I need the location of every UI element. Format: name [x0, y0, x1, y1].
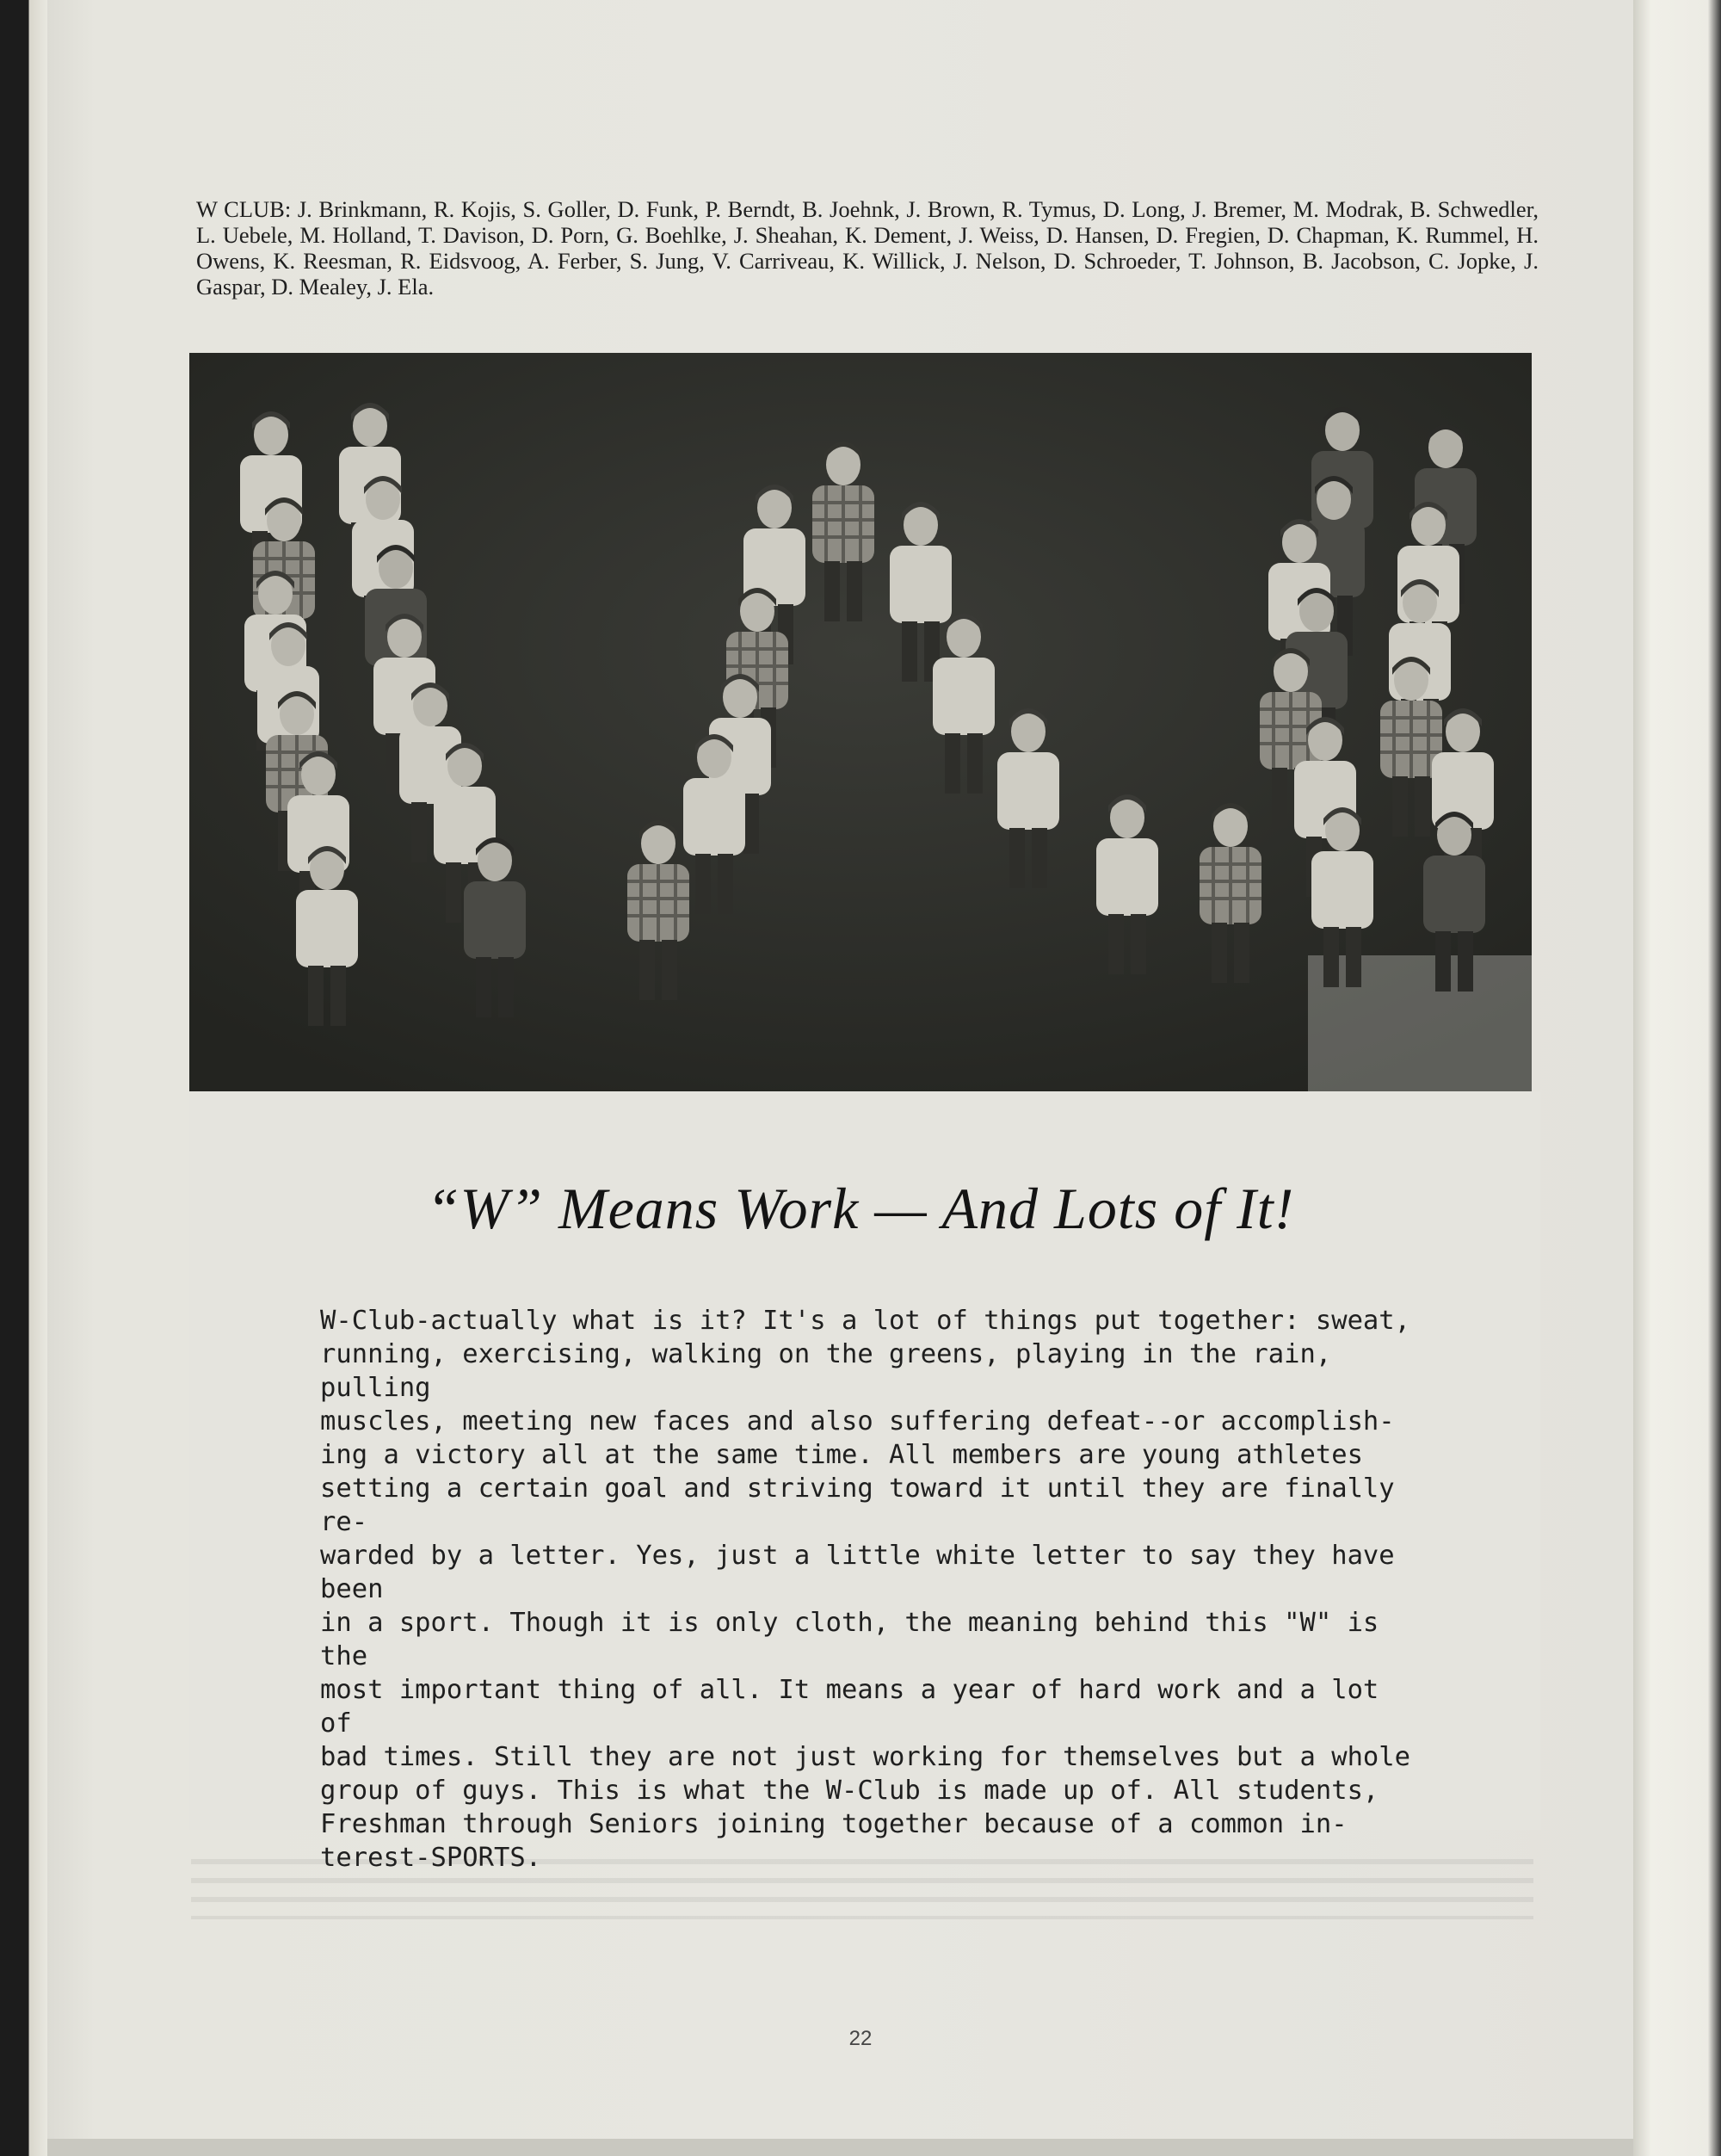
page-fold-right: [1633, 0, 1721, 2156]
article-body: W-Club-actually what is it? It's a lot of things put together: sweat, running, exercising, walking on the greens, playing in the rain, pulling muscles, meeting new faces and also suffering defeat--or accomplish- ing a victory all at the same time. All members are young athletes setting a certain goal and striving toward it until they are finally re- warded by a letter. Yes, just a little white letter to say they have been in a sport. Though it is only cloth, the meaning behind this "W" is the most important thing of all. It means a year of hard work and a lot of bad times. Still they are not just working for themselves but a whole group of guys. This is what the W-Club is made up of. All students, Freshman through Seniors joining together because of a common in- terest-SPORTS.: [320, 1306, 1411, 1873]
article-headline: “W” Means Work — And Lots of It!: [426, 1176, 1295, 1241]
group-photo: [189, 353, 1532, 1091]
page-number: 22: [848, 2027, 873, 2050]
photo-caption-names: W CLUB: J. Brinkmann, R. Kojis, S. Goller, D. Funk, P. Berndt, B. Joehnk, J. Brown, R. Tymus, D. Long, J. Bremer, M. Modrak, B. Schwedler, L. Uebele, M. Holland, T. Davison, D. Porn, G. Boehlke, J. Sheahan, K. Dement, J. Weiss, D. Hansen, D. Fregien, D. Chapman, K. Rummel, H. Owens, K. Reesman, R. Eidsvoog, A. Ferber, S. Jung, V. Carriveau, K. Willick, J. Nelson, D. Schroeder, T. Johnson, B. Jacobson, C. Jopke, J. Gaspar, D. Mealey, J. Ela.: [196, 196, 1539, 300]
page-bottom-edge: [47, 2139, 1633, 2156]
book-binding-left: [0, 0, 47, 2156]
bleed-through-text: [191, 1859, 1533, 1919]
